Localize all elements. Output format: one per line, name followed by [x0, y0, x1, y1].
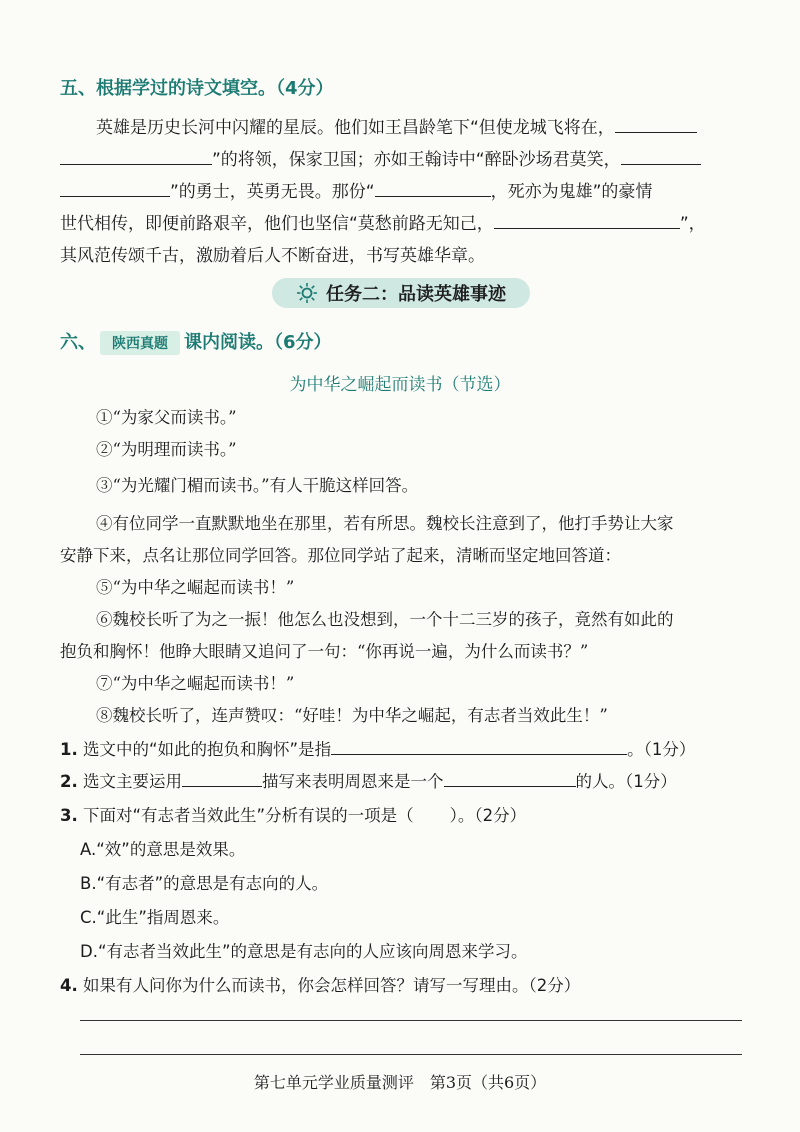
section5-line2: ”的将领，保家卫国；亦如王翰诗中“醉卧沙场君莫笑，: [60, 144, 760, 177]
blank-1[interactable]: [615, 114, 697, 133]
passage-para-1: ①“为家父而读书。”: [96, 408, 237, 427]
passage-para-8: ⑧魏校长听了，连声赞叹：“好哇！为中华之崛起，有志者当效此生！”: [96, 706, 608, 725]
q3-option-d[interactable]: D.“有志者当效此生”的意思是有志向的人应该向周恩来学习。: [80, 942, 528, 961]
shaanxi-exam-tag: 陕西真题: [100, 331, 180, 355]
q4-answer-line-1[interactable]: [80, 1020, 742, 1021]
passage-para-4b: 安静下来，点名让那位同学回答。那位同学站了起来，清晰而坚定地回答道：: [60, 546, 621, 565]
section5-line3: ”的勇士，英勇无畏。那份“ ，死亦为鬼雄”的豪情: [60, 176, 760, 209]
passage-para-5: ⑤“为中华之崛起而读书！”: [96, 578, 295, 597]
q4-answer-line-2[interactable]: [80, 1054, 742, 1055]
sun-icon: [296, 282, 318, 304]
blank-5[interactable]: [375, 178, 491, 197]
question-2: 2. 选文主要运用 描写来表明周恩来是一个 的人。（1分）: [60, 768, 677, 792]
section5-line5: 其风范传颂千古，激励着后人不断奋进，书写英雄华章。: [60, 246, 485, 266]
q2-blank-2[interactable]: [444, 768, 576, 787]
question-1: 1. 选文中的“如此的抱负和胸怀”是指 。（1分）: [60, 736, 695, 760]
section5-line1: 英雄是历史长河中闪耀的星辰。他们如王昌龄笔下“但使龙城飞将在，: [96, 112, 756, 145]
task2-banner: [272, 278, 530, 308]
passage-para-2: ②“为明理而读书。”: [96, 440, 237, 459]
blank-3[interactable]: [621, 146, 701, 165]
passage-para-7: ⑦“为中华之崛起而读书！”: [96, 674, 295, 693]
q3-option-a[interactable]: A.“效”的意思是效果。: [80, 840, 246, 859]
blank-4[interactable]: [60, 178, 170, 197]
section5-heading: 五、根据学过的诗文填空。（4分）: [60, 78, 334, 99]
q2-blank-1[interactable]: [182, 768, 262, 787]
q1-answer-blank[interactable]: [331, 736, 627, 755]
passage-para-6a: ⑥魏校长听了为之一振！他怎么也没想到，一个十二三岁的孩子，竟然有如此的: [96, 610, 674, 629]
question-4: 4. 如果有人问你为什么而读书，你会怎样回答？请写一写理由。（2分）: [60, 976, 581, 995]
passage-title: 为中华之崛起而读书（节选）: [289, 375, 511, 395]
section5-line4: 世代相传，即便前路艰辛，他们也坚信“莫愁前路无知己， ”，: [60, 208, 760, 241]
question-3: 3. 下面对“有志者当效此生”分析有误的一项是（ ）。（2分）: [60, 806, 527, 825]
passage-para-3: ③“为光耀门楣而读书。”有人干脆这样回答。: [96, 476, 419, 495]
q3-option-b[interactable]: B.“有志者”的意思是有志向的人。: [80, 874, 329, 893]
page-footer: 第七单元学业质量测评 第3页（共6页）: [253, 1073, 547, 1092]
passage-para-6b: 抱负和胸怀！他睁大眼睛又追问了一句：“你再说一遍，为什么而读书？”: [60, 642, 589, 661]
task2-label: 任务二：品读英雄事迹: [326, 284, 506, 305]
q3-option-c[interactable]: C.“此生”指周恩来。: [80, 908, 230, 927]
blank-2[interactable]: [60, 146, 212, 165]
passage-para-4a: ④有位同学一直默默地坐在那里，若有所思。魏校长注意到了，他打手势让大家: [96, 514, 674, 533]
blank-6[interactable]: [494, 210, 680, 229]
section6-heading: 六、 陕西真题 课内阅读。（6分）: [60, 332, 332, 353]
